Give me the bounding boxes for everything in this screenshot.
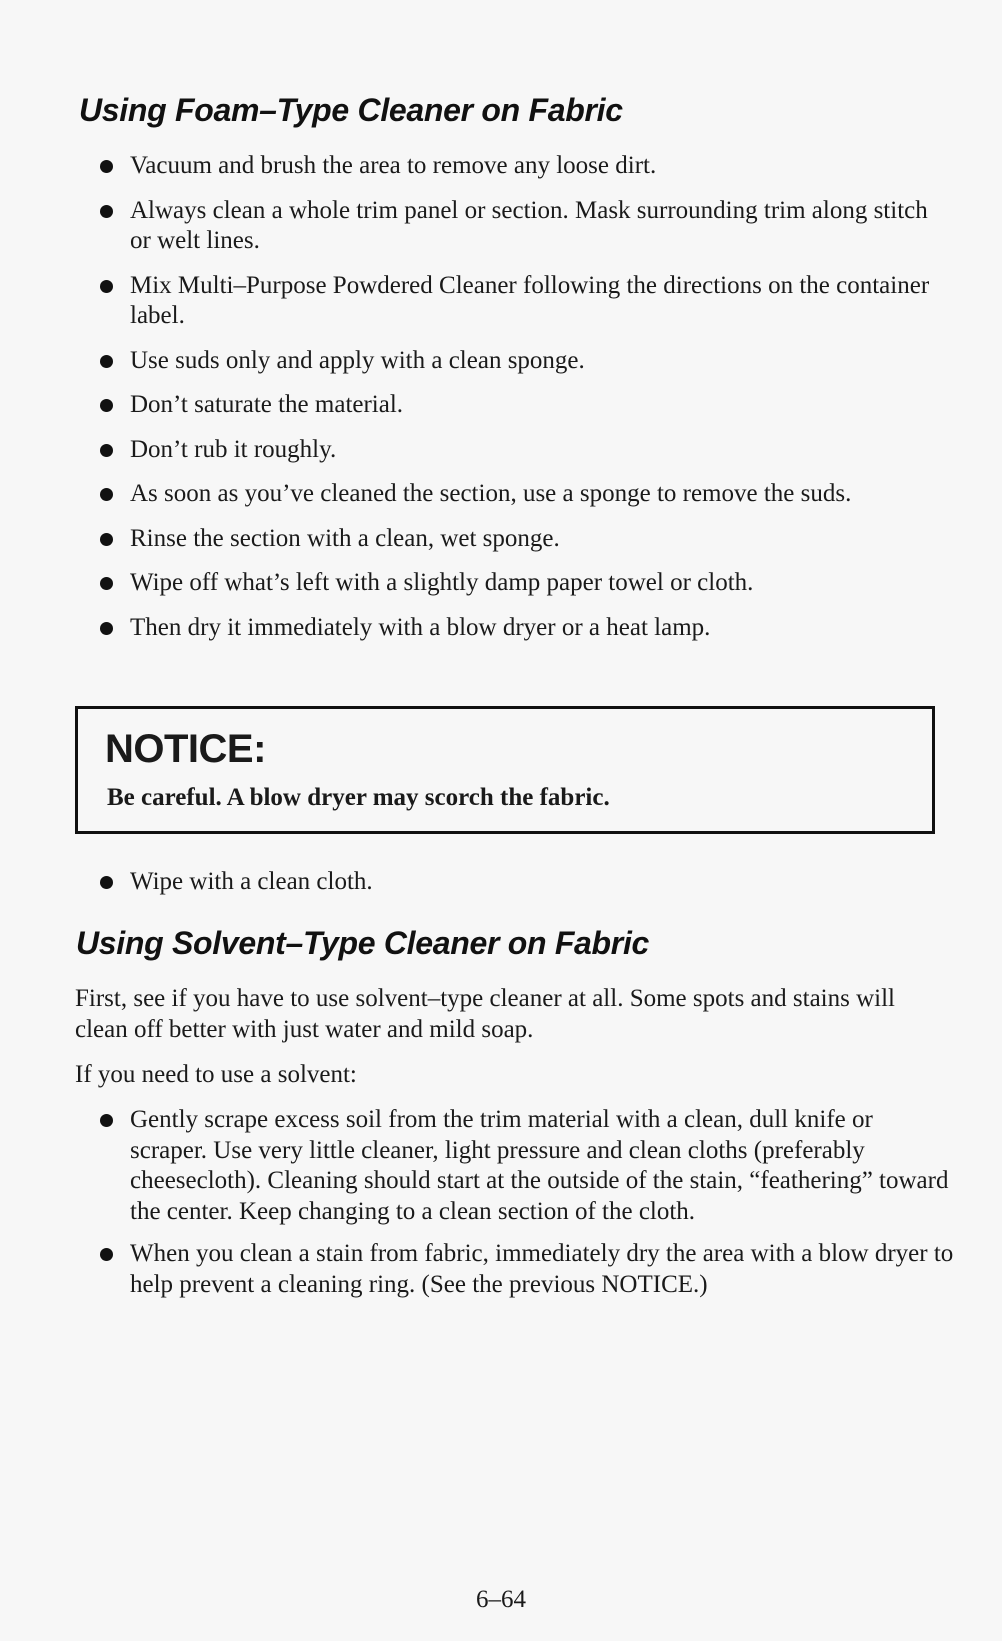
list-item — [94, 568, 944, 599]
bullet-icon — [100, 280, 113, 293]
bullet-icon — [100, 488, 113, 501]
list-item-text: Don’t rub it roughly. — [130, 435, 337, 463]
list-item-text: Use suds only and apply with a clean sponge. — [130, 346, 585, 374]
bullet-icon — [100, 355, 113, 368]
list-item-text: Gently scrape excess soil from the trim material with a clean, dull knife or scraper. Use very little cleaner, light pressure and clean cloths (preferably cheesecloth). Cleaning should start at the outside of the stain, “feathering” toward the center. Keep changing to a clean section of the cloth. — [130, 1106, 949, 1225]
list-item — [94, 196, 944, 257]
bullet-icon — [100, 1248, 113, 1261]
notice-text: Be careful. A blow dryer may scorch the fabric. — [107, 784, 610, 811]
notice-heading: NOTICE: — [105, 727, 266, 771]
list-item-text: Mix Multi–Purpose Powdered Cleaner following the directions on the container label. — [130, 271, 930, 329]
list-item — [94, 524, 944, 555]
after-notice-bullet-list — [94, 867, 944, 898]
list-item — [94, 1105, 954, 1227]
foam-bullet-list — [94, 151, 944, 657]
solvent-section-title: Using Solvent–Type Cleaner on Fabric — [76, 925, 650, 961]
list-item-text: Don’t saturate the material. — [130, 391, 404, 418]
bullet-icon — [100, 1114, 113, 1127]
list-item — [94, 479, 944, 510]
notice-box — [75, 706, 935, 834]
page-number: 6–64 — [476, 1586, 526, 1613]
list-item — [94, 613, 944, 644]
bullet-icon — [100, 205, 113, 218]
list-item — [94, 346, 944, 377]
list-item — [94, 867, 944, 898]
list-item-text: Always clean a whole trim panel or section. Mask surrounding trim along stitch or welt lines. — [130, 196, 928, 254]
bullet-icon — [100, 622, 113, 635]
bullet-icon — [100, 160, 113, 173]
list-item — [94, 435, 944, 466]
list-item-text: As soon as you’ve cleaned the section, use a sponge to remove the suds. — [130, 480, 852, 507]
list-item-text: Rinse the section with a clean, wet sponge. — [130, 524, 560, 552]
bullet-icon — [100, 399, 113, 412]
list-item-text: When you clean a stain from fabric, immediately dry the area with a blow dryer to help prevent a cleaning ring. (See the previous NOTICE.) — [130, 1240, 954, 1298]
solvent-lead-paragraph: If you need to use a solvent: — [75, 1061, 357, 1088]
bullet-icon — [100, 577, 113, 590]
bullet-icon — [100, 876, 113, 889]
list-item — [94, 151, 944, 182]
foam-section-title: Using Foam–Type Cleaner on Fabric — [79, 92, 623, 128]
bullet-icon — [100, 533, 113, 546]
bullet-icon — [100, 444, 113, 457]
list-item — [94, 271, 944, 332]
list-item-text: Wipe with a clean cloth. — [130, 868, 373, 895]
list-item-text: Then dry it immediately with a blow dryer or a heat lamp. — [130, 613, 711, 641]
solvent-bullet-list — [94, 1105, 954, 1312]
list-item-text: Wipe off what’s left with a slightly damp paper towel or cloth. — [130, 569, 754, 596]
list-item-text: Vacuum and brush the area to remove any loose dirt. — [130, 152, 657, 179]
list-item — [94, 390, 944, 421]
solvent-intro-paragraph: First, see if you have to use solvent–type cleaner at all. Some spots and stains will clean off better with just water and mild soap. — [75, 985, 895, 1043]
list-item — [94, 1239, 954, 1300]
